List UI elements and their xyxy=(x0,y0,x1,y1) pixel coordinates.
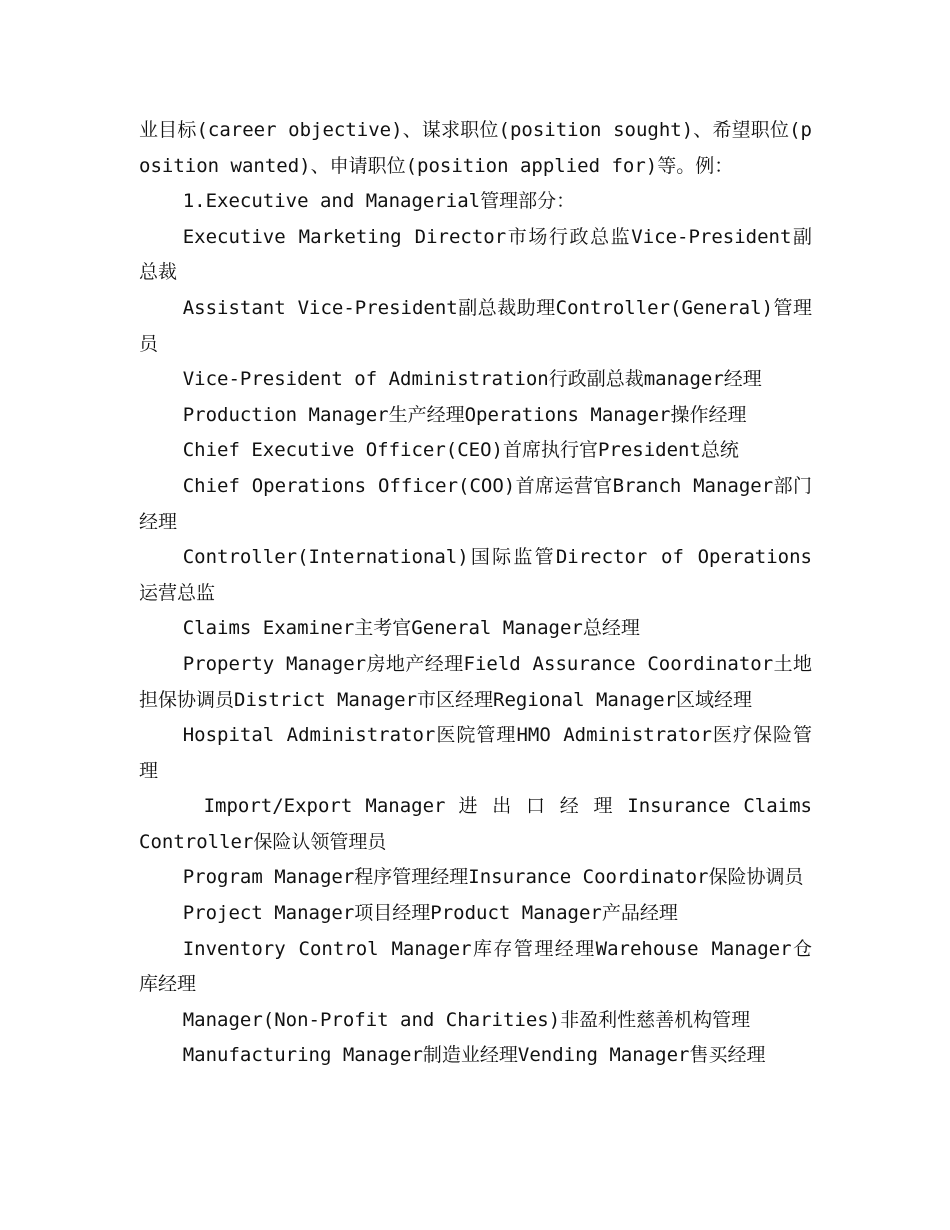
paragraph-intro: 业目标(career objective)、谋求职位(position sought)、希望职位(position wanted)、申请职位(position applied for)等。例： xyxy=(139,119,812,177)
paragraph-job-titles: Production Manager生产经理Operations Manager操作经理 xyxy=(182,403,747,426)
paragraph-job-titles: Program Manager程序管理经理Insurance Coordinator保险协调员 xyxy=(182,866,804,889)
paragraph-job-titles: Manager(Non-Profit and Charities)非盈利性慈善机构管理 xyxy=(182,1008,751,1031)
paragraph-job-titles: Project Manager项目经理Product Manager产品经理 xyxy=(182,902,678,925)
paragraph-job-titles: Controller(International)国际监管Director of Operations运营总监 xyxy=(139,546,812,604)
paragraph-job-titles: Chief Executive Officer(CEO)首席执行官President总统 xyxy=(182,439,739,462)
paragraph-job-titles: Property Manager房地产经理Field Assurance Coordinator土地担保协调员District Manager市区经理Regional Manager区域经理 xyxy=(139,652,812,711)
paragraph-job-titles: Import/Export Manager 进 出 口 经 理 Insurance Claims Controller保险认领管理员 xyxy=(139,795,812,853)
paragraph-job-titles: Manufacturing Manager制造业经理Vending Manager售买经理 xyxy=(182,1044,766,1067)
paragraph-job-titles: Chief Operations Officer(COO)首席运营官Branch Manager部门经理 xyxy=(139,474,812,533)
paragraph-job-titles: Executive Marketing Director市场行政总监Vice-President副总裁 xyxy=(139,225,812,284)
paragraph-job-titles: Hospital Administrator医院管理HMO Administrator医疗保险管理 xyxy=(139,724,812,782)
paragraph-section-heading: 1.Executive and Managerial管理部分： xyxy=(182,190,576,213)
paragraph-job-titles: Assistant Vice-President副总裁助理Controller(General)管理员 xyxy=(139,296,812,355)
paragraph-job-titles: Inventory Control Manager库存管理经理Warehouse Manager仓库经理 xyxy=(139,937,812,996)
document-body xyxy=(139,113,812,1074)
paragraph-job-titles: Vice-President of Administration行政副总裁manager经理 xyxy=(182,368,762,391)
paragraph-job-titles: Claims Examiner主考官General Manager总经理 xyxy=(182,617,640,640)
